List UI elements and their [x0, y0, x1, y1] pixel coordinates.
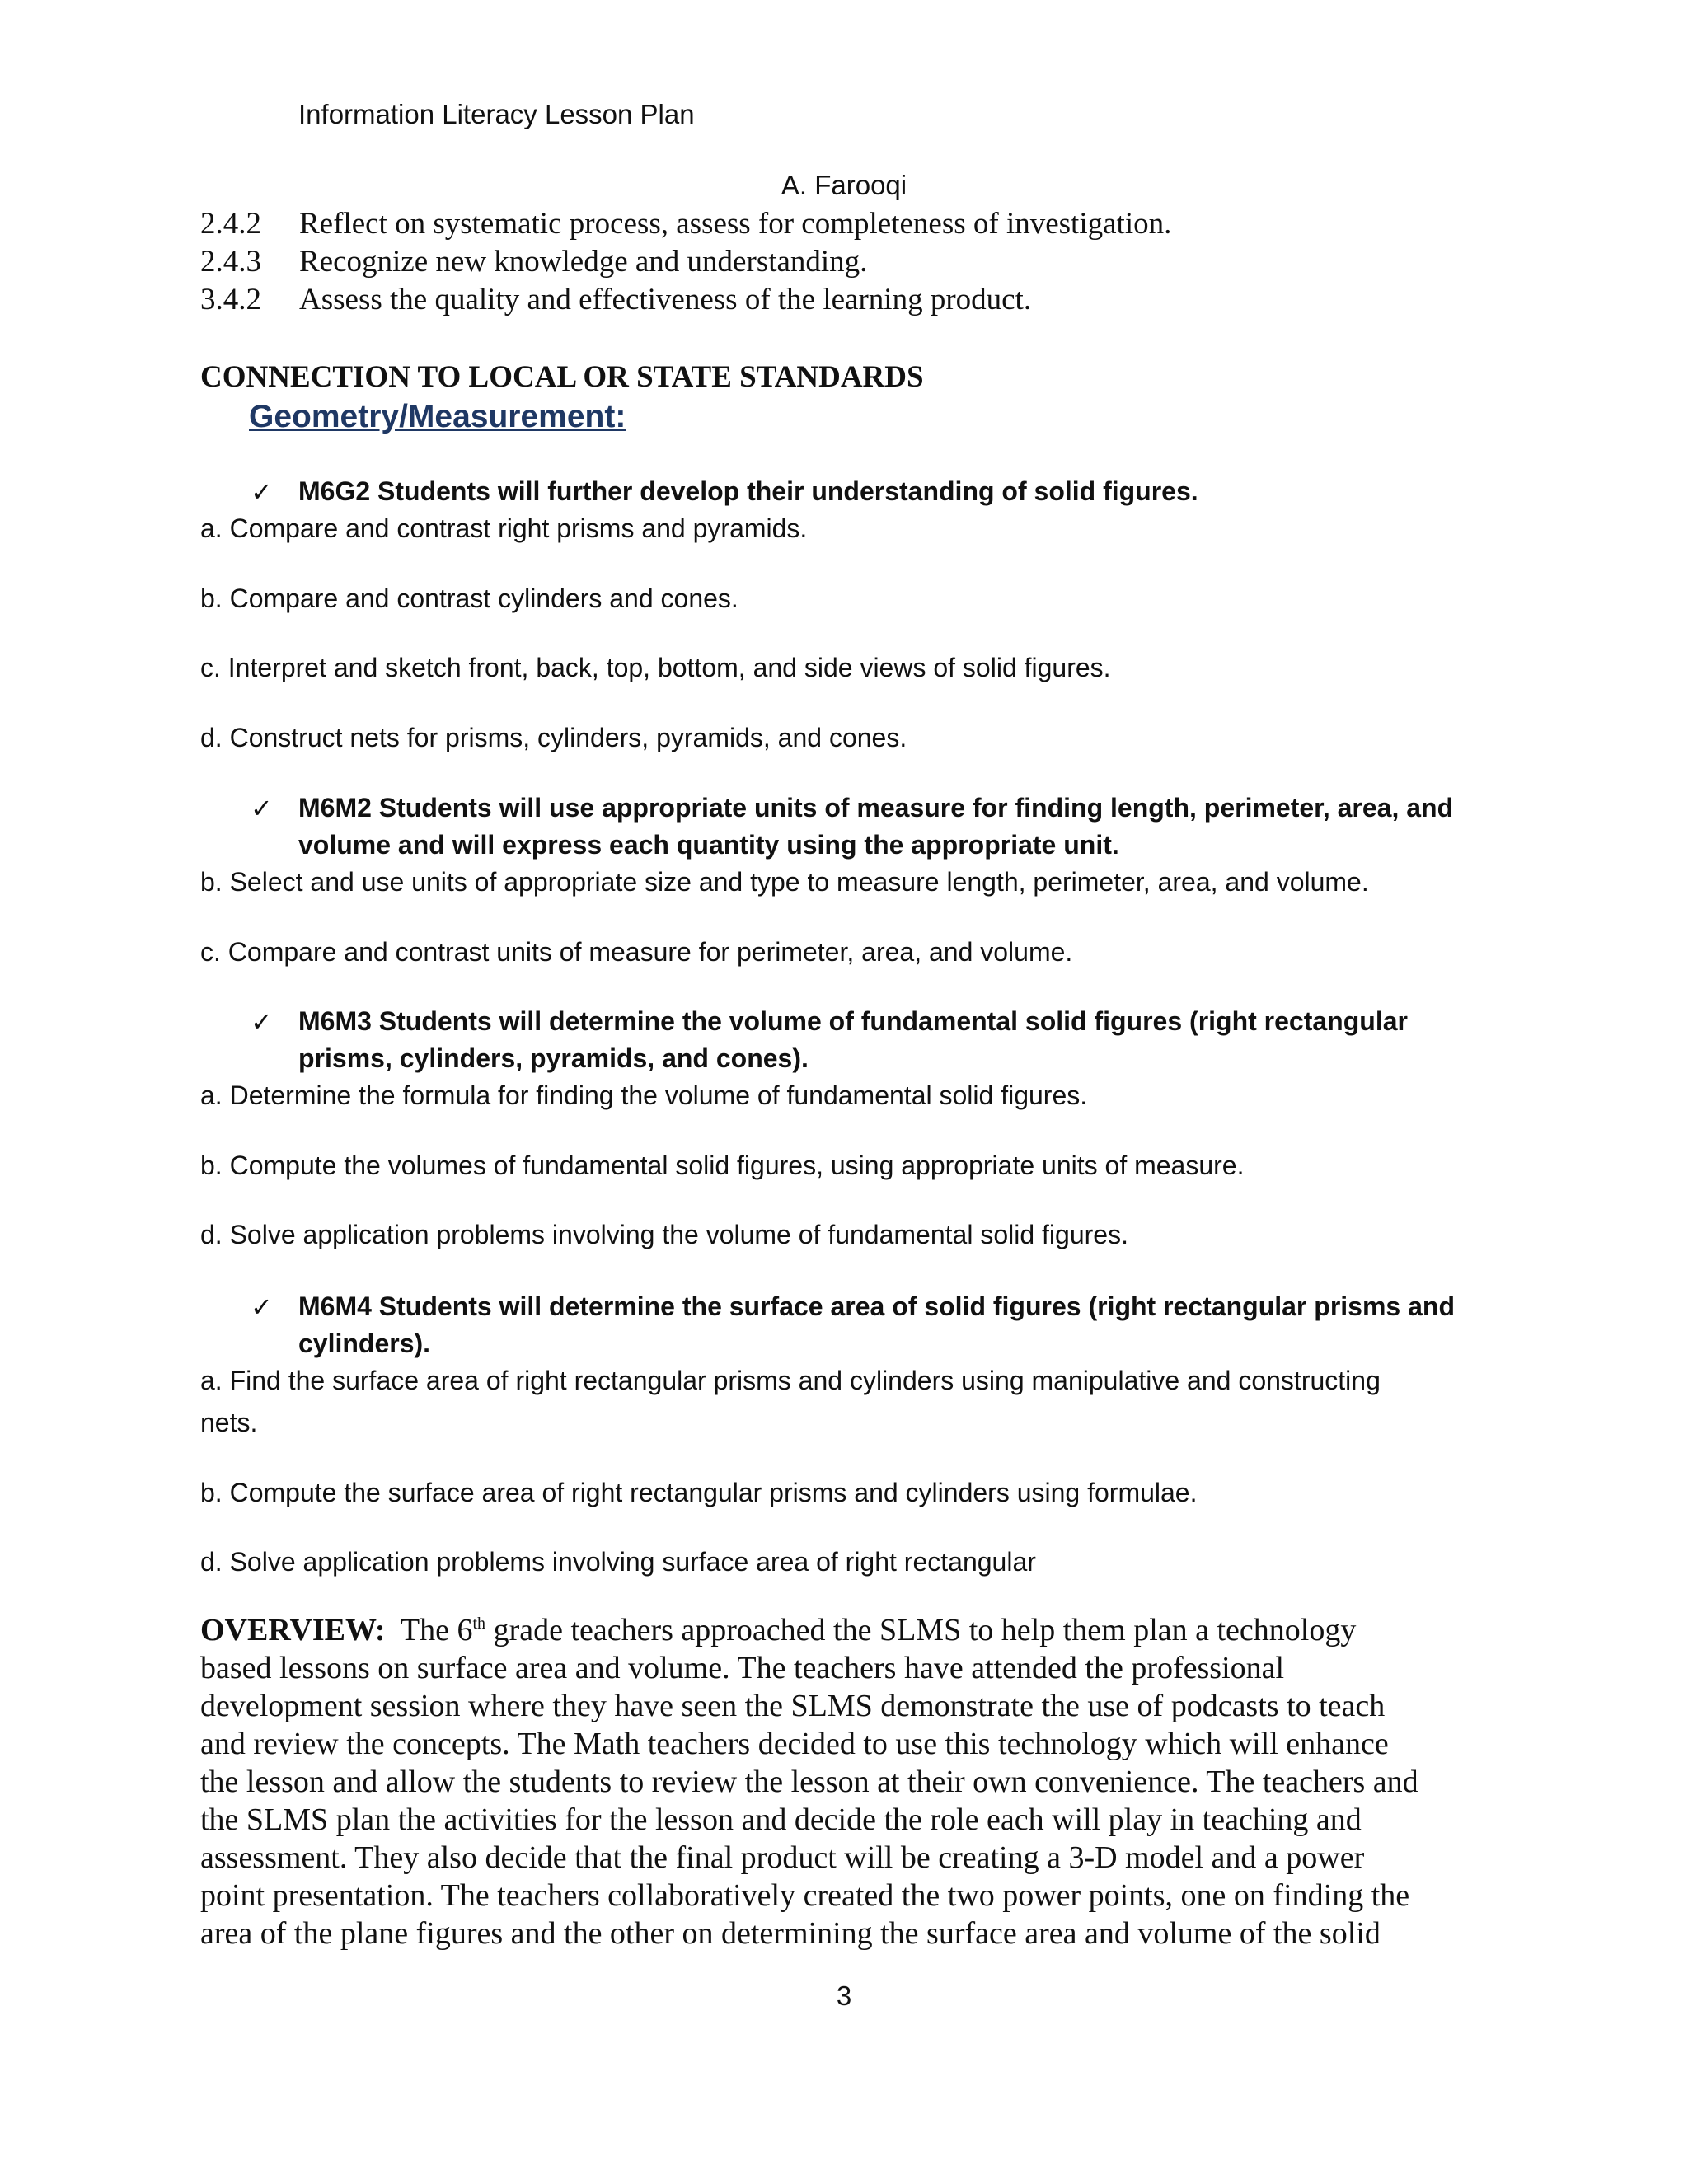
document-header-title: Information Literacy Lesson Plan	[298, 99, 695, 129]
standard-bullet-title-cont: cylinders).	[298, 1329, 431, 1358]
overview-text: The 6	[400, 1613, 473, 1647]
checkmark-icon: ✓	[251, 477, 273, 507]
overview-line: the SLMS plan the activities for the lesson and decide the role each will play in teaching and	[200, 1802, 1362, 1837]
checkmark-icon: ✓	[251, 794, 273, 823]
list-item: b. Select and use units of appropriate size and type to measure length, perimeter, area, and volume.	[200, 867, 1369, 897]
standard-number: 2.4.3	[200, 245, 261, 279]
page-number: 3	[836, 1980, 852, 2011]
list-item: d. Construct nets for prisms, cylinders, pyramids, and cones.	[200, 723, 907, 752]
overview-line: area of the plane figures and the other on determining the surface area and volume of the solid	[200, 1916, 1381, 1951]
list-item: b. Compare and contrast cylinders and cones.	[200, 583, 738, 613]
standard-text: Recognize new knowledge and understanding.	[299, 245, 868, 279]
overview-line: and review the concepts. The Math teachers decided to use this technology which will enhance	[200, 1727, 1389, 1761]
overview-paragraph	[200, 1611, 1494, 1952]
list-item: a. Compare and contrast right prisms and pyramids.	[200, 513, 808, 543]
overview-line: point presentation. The teachers collaboratively created the two power points, one on finding the	[200, 1878, 1410, 1913]
standard-row	[200, 244, 867, 279]
overview-line: assessment. They also decide that the final product will be creating a 3-D model and a power	[200, 1840, 1365, 1875]
list-item: d. Solve application problems involving the volume of fundamental solid figures.	[200, 1220, 1128, 1249]
section-heading: CONNECTION TO LOCAL OR STATE STANDARDS	[200, 360, 924, 394]
list-item: a. Determine the formula for finding the volume of fundamental solid figures.	[200, 1080, 1088, 1110]
overview-label: OVERVIEW:	[200, 1613, 386, 1647]
standard-row	[200, 206, 1171, 241]
list-item: a. Find the surface area of right rectangular prisms and cylinders using manipulative and constructing	[200, 1366, 1381, 1395]
list-item: d. Solve application problems involving surface area of right rectangular	[200, 1547, 1036, 1577]
standard-bullet-title: M6G2 Students will further develop their understanding of solid figures.	[298, 476, 1198, 506]
standard-bullet-title-cont: prisms, cylinders, pyramids, and cones).	[298, 1043, 809, 1073]
standard-number: 2.4.2	[200, 207, 261, 241]
list-item: c. Interpret and sketch front, back, top, bottom, and side views of solid figures.	[200, 653, 1111, 682]
overview-line: based lessons on surface area and volume. The teachers have attended the professional	[200, 1651, 1285, 1685]
standard-bullet-title: M6M4 Students will determine the surface area of solid figures (right rectangular prisms and	[298, 1291, 1455, 1321]
subheading: Geometry/Measurement:	[249, 399, 626, 434]
overview-text: grade teachers approached the SLMS to help them plan a technology	[485, 1613, 1357, 1647]
standard-bullet-title-cont: volume and will express each quantity using the appropriate unit.	[298, 830, 1119, 860]
document-header-author: A. Farooqi	[781, 170, 907, 200]
standard-row	[200, 282, 1031, 317]
standard-bullet-title: M6M2 Students will use appropriate units of measure for finding length, perimeter, area, and	[298, 793, 1454, 823]
list-item: b. Compute the volumes of fundamental solid figures, using appropriate units of measure.	[200, 1151, 1245, 1180]
standard-number: 3.4.2	[200, 283, 261, 316]
standard-bullet-title: M6M3 Students will determine the volume of fundamental solid figures (right rectangular	[298, 1006, 1408, 1036]
standard-text: Reflect on systematic process, assess for completeness of investigation.	[299, 207, 1172, 241]
list-item: b. Compute the surface area of right rectangular prisms and cylinders using formulae.	[200, 1478, 1198, 1507]
ordinal-suffix: th	[472, 1615, 486, 1633]
overview-line: the lesson and allow the students to review the lesson at their own convenience. The teachers and	[200, 1765, 1418, 1799]
checkmark-icon: ✓	[251, 1292, 273, 1322]
standard-text: Assess the quality and effectiveness of the learning product.	[299, 283, 1032, 316]
list-item-cont: nets.	[200, 1408, 258, 1437]
list-item: c. Compare and contrast units of measure for perimeter, area, and volume.	[200, 937, 1073, 967]
checkmark-icon: ✓	[251, 1007, 273, 1037]
overview-line: development session where they have seen the SLMS demonstrate the use of podcasts to teach	[200, 1689, 1386, 1723]
